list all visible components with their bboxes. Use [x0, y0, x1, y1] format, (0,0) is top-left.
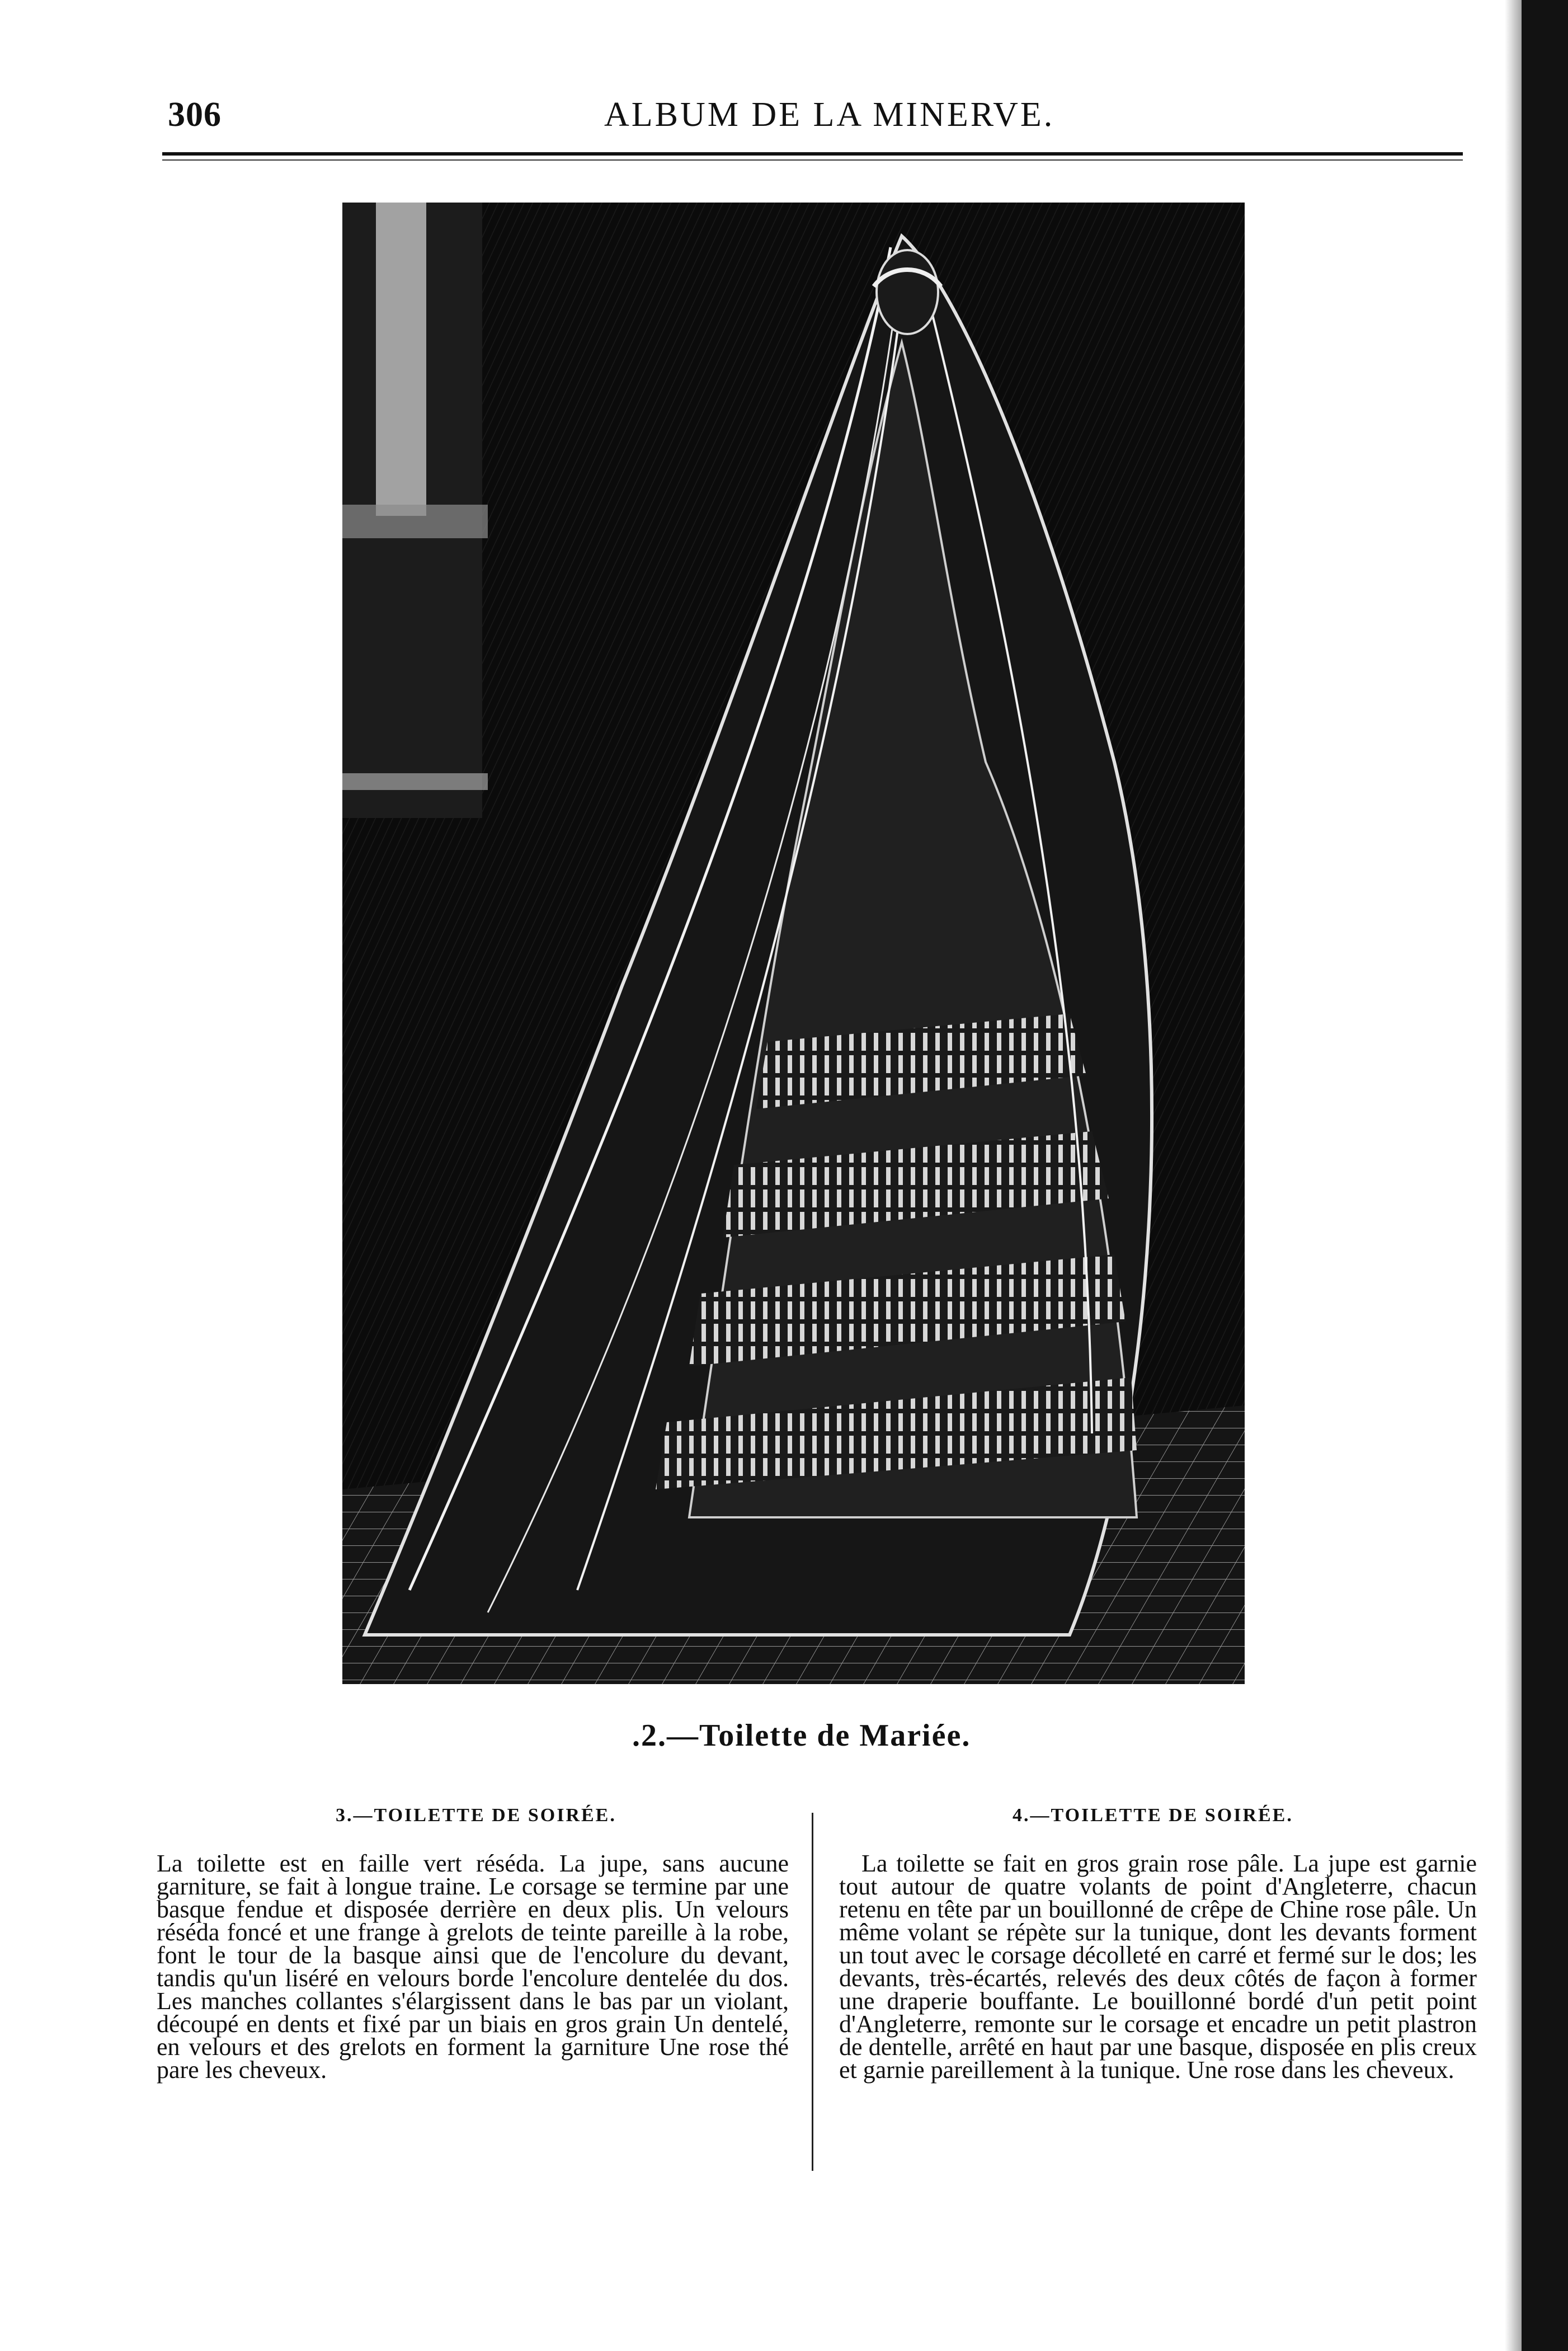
running-title: ALBUM DE LA MINERVE.: [604, 96, 1055, 134]
header-rule: [162, 152, 1463, 156]
column-divider: [812, 1813, 813, 2171]
right-column-text: La toilette se fait en gros grain rose pâle. La jupe est garnie tout autour de quatre volants de point d'Angleterre, chacun retenu en tête par un bouillonné de crêpe de Chine rose pâle. Un même volant se répète sur la tunique, dont les devants forment un tout avec le corsage décolleté en carré et fermé sur le dos; les devants, très-écartés, relevés des deux côtés de façon à former une draperie bouffante. Le bouillonné bordé d'un petit point d'Angleterre, remonte sur le corsage et encadre un petit plastron de dentelle, arrêté en haut par une basque, disposée en plis creux et garnie pareillement à la tunique. Une rose dans les cheveux.: [839, 1850, 1477, 2084]
left-column-text: La toilette est en faille vert réséda. La jupe, sans aucune garniture, se fait à longue traine. Le corsage se termine par une basque fendue et disposée derrière en deux plis. Un velours réséda foncé et une frange à grelots de teinte pareille à la robe, font le tour de la basque ainsi que de l'encolure du devant, tandis qu'un liséré en velours borde l'encolure dentelée du dos. Les manches collantes s'élargissent dans le bas par un violant, découpé en dents et fixé par un biais en gros grain Un dentelé, en velours et des grelots en forment la garniture Une rose thé pare les cheveux.: [157, 1850, 789, 2084]
left-column-heading: 3.—TOILETTE DE SOIRÉE.: [336, 1805, 616, 1826]
binding-shadow: [1505, 0, 1522, 2351]
binding-edge: [1522, 0, 1568, 2351]
right-column-heading: 4.—TOILETTE DE SOIRÉE.: [1013, 1805, 1293, 1826]
bridal-gown-engraving: [342, 203, 1245, 1684]
header-rule-thin: [162, 159, 1463, 161]
page-number: 306: [168, 96, 222, 134]
figure-caption: .2.—Toilette de Mariée.: [632, 1718, 971, 1753]
